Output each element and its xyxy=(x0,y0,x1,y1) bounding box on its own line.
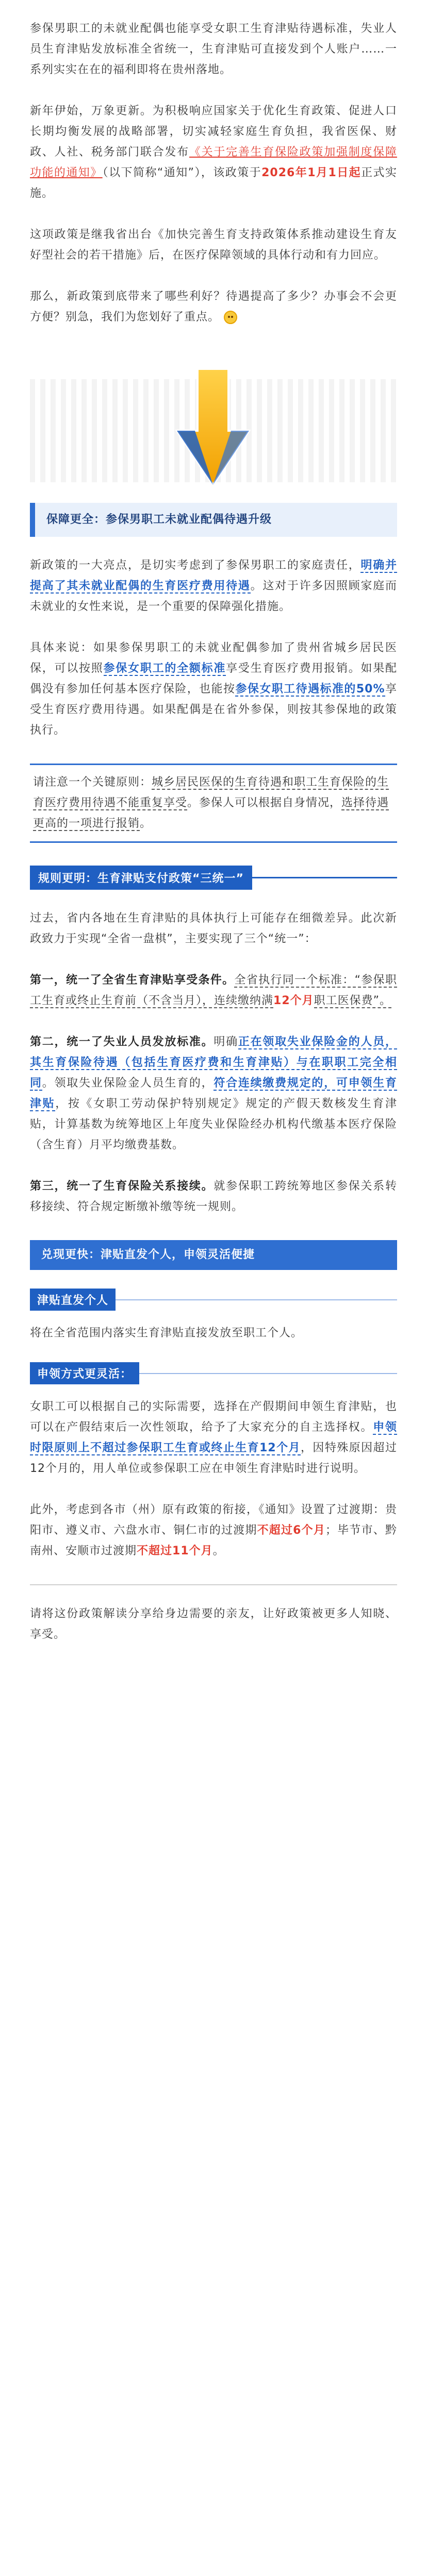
sub-heading-direct: 津贴直发个人 xyxy=(0,1289,397,1311)
unification-3: 第三，统一了生育保险关系接续。就参保职工跨统筹地区参保关系转移接续、符合规定断缴补缴等统一规则。 xyxy=(30,1180,397,1213)
unification-2: 第二，统一了失业人员发放标准。明确正在领取失业保险金的人员，其生育保险待遇（包括生育医疗费和生育津贴）与在职职工完全相同。领取失业保险金人员生育的，符合连续缴费规定的，可申领生育津贴，按《女职工劳动保护特别规定》规定的产假天数核发生育津贴，计算基数为统筹地区上年度失业保险经办机构代缴基本医疗保险（含生育）月平均缴费基数。 xyxy=(30,1036,397,1151)
section1-paragraph-2: 具体来说：如果参保男职工的未就业配偶参加了贵州省城乡居民医保，可以按照参保女职工的全额标准享受生育医疗费用报销。如果配偶没有参加任何基本医疗保险，也能按参保女职工待遇标准的50%享受生育医疗费用待遇。如果配偶是在省外参保，则按其参保地的政策执行。 xyxy=(30,641,397,737)
highlight-spouse-benefit: 明确并提高了其未就业配偶的生育医疗费用待遇 xyxy=(30,559,397,592)
highlight-fifty-percent: 参保女职工待遇标准的50% xyxy=(235,683,385,696)
months-12: 12个月 xyxy=(273,994,314,1007)
section-heading-faster: 兑现更快：津贴直发个人，申领灵活便捷 xyxy=(30,1240,397,1270)
smile-emoji-icon xyxy=(224,311,237,324)
section2-paragraph-1: 过去，省内各地在生育津贴的具体执行上可能存在细微差异。此次新政致力于实现“全省一盘棋”，主要实现了三个“统一”： xyxy=(30,912,397,945)
intro-paragraph-2: 新年伊始，万象更新。为积极响应国家关于优化生育政策、促进人口长期均衡发展的战略部署，切实减轻家庭生育负担，我省医保、财政、人社、税务部门联合发布《关于完善生育保险政策加强制度保障功能的通知》（以下简称“通知”），该政策于2026年1月1日起正式实施。 xyxy=(30,105,397,200)
transition-11-months: 不超过11个月 xyxy=(137,1545,213,1557)
down-arrow-icon xyxy=(174,369,252,487)
effective-date: 2026年1月1日起 xyxy=(261,166,362,179)
unification-1: 第一，统一了全省生育津贴享受条件。全省执行同一个标准：“参保职工生育或终止生育前（不含当月），连续缴纳满12个月职工医保费”。 xyxy=(30,974,397,1007)
intro-paragraph-3: 这项政策是继我省出台《加快完善生育支持政策体系推动建设生育友好型社会的若干措施》后，在医疗保障领域的具体行动和有力回应。 xyxy=(30,228,397,262)
section3-direct-body: 将在全省范围内落实生育津贴直接发放至职工个人。 xyxy=(30,1327,303,1340)
transition-6-months: 不超过6个月 xyxy=(257,1524,326,1537)
sub-heading-flexible: 申领方式更灵活： xyxy=(0,1362,397,1384)
key-principle-note: 请注意一个关键原则：城乡居民医保的生育待遇和职工生育保险的生育医疗费用待遇不能重复享受。参保人可以根据自身情况，选择待遇更高的一项进行报销。 xyxy=(30,764,397,843)
section-heading-coverage: 保障更全：参保男职工未就业配偶待遇升级 xyxy=(30,503,397,537)
closing-paragraph: 请将这份政策解读分享给身边需要的亲友，让好政策被更多人知晓、享受。 xyxy=(30,1607,397,1641)
section3-paragraph-2: 此外，考虑到各市（州）原有政策的衔接，《通知》设置了过渡期：贵阳市、遵义市、六盘水市、铜仁市的过渡期不超过6个月；毕节市、黔南州、安顺市过渡期不超过11个月。 xyxy=(30,1503,397,1557)
section-heading-rules: 规则更明：生育津贴支付政策“三统一” xyxy=(30,866,397,890)
section1-paragraph-1: 新政策的一大亮点，是切实考虑到了参保男职工的家庭责任，明确并提高了其未就业配偶的生育医疗费用待遇。这对于许多因照顾家庭而未就业的女性来说，是一个重要的保障强化措施。 xyxy=(30,559,397,613)
section3-paragraph-1: 女职工可以根据自己的实际需要，选择在产假期间申领生育津贴，也可以在产假结束后一次性领取，给予了大家充分的自主选择权。申领时限原则上不超过参保职工生育或终止生育12个月，因特殊原因超过12个月的，用人单位或参保职工应在申领生育津贴时进行说明。 xyxy=(30,1400,397,1475)
notice-link[interactable]: 《关于完善生育保险政策加强制度保障功能的通知》 xyxy=(30,146,397,179)
highlight-claim-limit: 申领时限原则上不超过参保职工生育或终止生育12个月 xyxy=(30,1421,397,1454)
highlight-full-standard: 参保女职工的全额标准 xyxy=(103,662,226,675)
down-arrow-banner xyxy=(0,348,427,503)
intro-paragraph-1: 参保男职工的未就业配偶也能享受女职工生育津贴待遇标准，失业人员生育津贴发放标准全省统一，生育津贴可直接发到个人账户……一系列实实在在的福利即将在贵州落地。 xyxy=(30,22,397,76)
intro-paragraph-4: 那么，新政策到底带来了哪些利好？待遇提高了多少？办事会不会更方便？别急，我们为您划好了重点。 xyxy=(30,290,397,324)
